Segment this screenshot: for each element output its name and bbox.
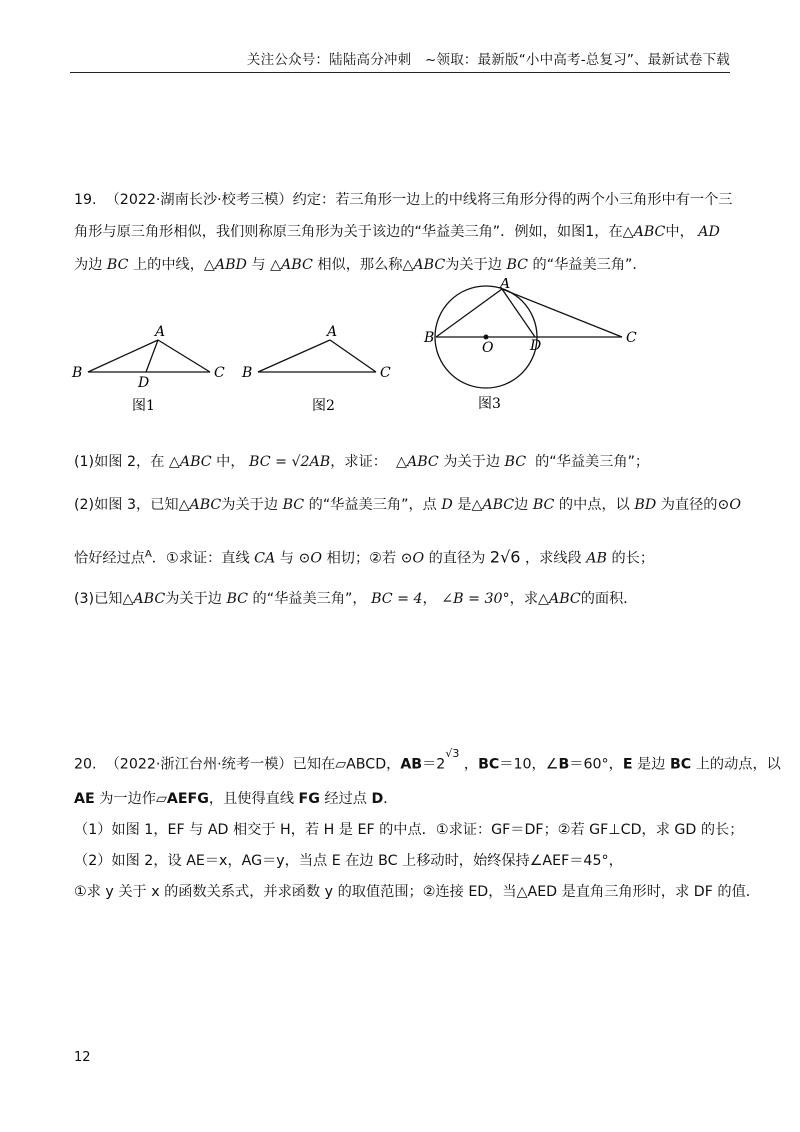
math: AB [400, 756, 423, 773]
text: 经过点 [324, 791, 367, 807]
text: ＝10，∠ [499, 756, 559, 773]
math: E [622, 756, 633, 773]
q20-line-1 [74, 747, 781, 775]
q19-part-2 [74, 495, 742, 515]
label-a: A [327, 324, 338, 340]
text: 恰好经过点 [74, 550, 145, 567]
label-c: C [214, 365, 225, 381]
text: 与 [251, 257, 266, 273]
math: AE [74, 791, 95, 807]
math: △ABC [538, 591, 581, 607]
label-d: D [530, 338, 542, 354]
text: 为关于边 [445, 257, 502, 273]
label-b: B [242, 365, 253, 381]
label-b: B [72, 365, 83, 381]
text: 角形与原三角形相似，我们则称原三角形为关于该边的“华益美三角”．例如，如图1，在 [74, 224, 623, 240]
math: AB [586, 550, 607, 567]
label-b: B [424, 330, 435, 346]
text: 的“华益美三角”． [532, 257, 647, 273]
text: 的“华益美三角”，点 [308, 497, 437, 513]
math: ⊙O [298, 550, 323, 567]
math: BC [669, 756, 692, 773]
math: △ABC [622, 224, 666, 240]
figure-1-caption: 图1 [132, 398, 155, 414]
figure-3 [422, 278, 642, 418]
text: 边 [514, 497, 529, 513]
text: ， [463, 756, 479, 773]
text: ，且使得直线 [208, 791, 295, 807]
math: √3 [445, 747, 460, 760]
math: BC [282, 497, 305, 513]
text: 为关于边 [165, 591, 222, 607]
text: 是边 [637, 756, 666, 773]
math: BC = 4 [371, 591, 423, 607]
math: △ABC [178, 497, 222, 513]
text: 的“华益美三角”， [252, 591, 367, 607]
segment-ab [436, 289, 502, 337]
q19-line-2 [74, 222, 730, 242]
point-a: A [144, 549, 152, 560]
text: ， [422, 591, 437, 607]
math: BC [506, 257, 529, 273]
figure-1 [68, 318, 228, 418]
text: (3)已知 [74, 591, 123, 607]
label-c: C [380, 365, 391, 381]
q19-part-1 [74, 452, 730, 472]
text: 的“华益美三角”； [535, 454, 650, 470]
q20-number: 20. [74, 756, 97, 773]
text: (1)如图 2，在 [74, 454, 165, 470]
q19-source: （2022·湖南长沙·校考三模） [105, 192, 293, 208]
label-d: D [138, 375, 150, 391]
text: 是 [457, 497, 472, 513]
center-point-o [484, 335, 489, 340]
math: BC [478, 756, 500, 773]
segment-ac [330, 340, 376, 372]
q20-part-2-cont: ①求 y 关于 x 的函数关系式，并求函数 y 的取值范围；②连接 ED，当△AED 是直角三角形时，求 DF 的值． [74, 884, 760, 900]
math: BC = √2AB [249, 454, 331, 470]
figure-2 [238, 318, 398, 418]
math: △ABC [168, 454, 212, 470]
text: (2)如图 3，已知 [74, 497, 179, 513]
math: BC [532, 497, 555, 513]
label-o: O [482, 340, 494, 356]
math: ⊙O [400, 550, 425, 567]
text: 的面积． [580, 591, 638, 607]
q20-part-1: （1）如图 1，EF 与 AD 相交于 H，若 H 是 EF 的中点．①求证：GF＝DF；②若 GF⊥CD，求 GD 的长； [74, 822, 744, 838]
page-header: 关注公众号：陆陆高分冲刺 ~领取：最新版“小中高考-总复习”、最新试卷下载 [70, 48, 730, 73]
math: △ABC [396, 454, 439, 470]
text: ，求证： [330, 454, 387, 470]
math: 2√6 [489, 547, 521, 567]
q19-part-2-cont [74, 545, 730, 569]
text: 为关于边 [221, 497, 279, 513]
q20-line-2 [74, 789, 730, 809]
math: AD [698, 224, 720, 240]
q19-line-3 [74, 255, 730, 275]
text: 相似，那么称 [317, 257, 403, 273]
math: △ABD [203, 257, 247, 273]
q19-text: 约定：若三角形一边上的中线将三角形分得的两个小三角形中有一个三 [292, 192, 733, 208]
math: BC [226, 591, 249, 607]
text: 的直径为 [428, 550, 486, 567]
math: BC [106, 257, 129, 273]
math: ⊙O [717, 497, 742, 513]
math: △ABC [122, 591, 166, 607]
text: 上的中线， [132, 257, 204, 273]
q19-part-3 [74, 589, 730, 609]
segment-ac [502, 289, 622, 337]
q20-source: （2022·浙江台州·统考一模） [105, 756, 293, 773]
label-a: A [500, 278, 511, 292]
math: BC [504, 454, 527, 470]
math: △ABC [402, 257, 446, 273]
math: △ABC [471, 497, 515, 513]
label-a: A [155, 324, 166, 340]
text: 的中点，以 [558, 497, 630, 513]
math: FG [298, 791, 320, 807]
label-c: C [626, 330, 637, 346]
page-number: 12 [74, 1050, 91, 1065]
math: △ABC [270, 257, 313, 273]
text: 中， [216, 454, 245, 470]
text: 的长； [611, 550, 655, 567]
text: 为一边作▱ [99, 791, 167, 807]
math: B [558, 756, 570, 773]
text: 与 [279, 550, 294, 567]
math: AEFG [166, 791, 209, 807]
math: BD [634, 497, 657, 513]
segment-ac [158, 340, 210, 372]
segment-ab [258, 340, 330, 372]
text: ，求 [509, 591, 539, 607]
math: ∠B = 30° [441, 591, 510, 607]
text: ．①求证：直线 [151, 550, 250, 567]
text: ，求线段 [524, 550, 582, 567]
text: 相切；②若 [326, 550, 397, 567]
math: CA [254, 550, 276, 567]
text: 为直径的 [660, 497, 718, 513]
figure-2-caption: 图2 [312, 398, 335, 414]
text: ． [383, 791, 398, 807]
text: 已知在▱ABCD， [292, 756, 401, 773]
math: D [441, 497, 453, 513]
math: D [371, 791, 384, 807]
text: 中， [665, 224, 694, 240]
text: 为关于边 [443, 454, 501, 470]
figure-3-caption: 图3 [478, 396, 501, 412]
q19-line-1 [74, 190, 733, 210]
text: 上的动点，以 [695, 756, 781, 773]
q20-part-2: （2）如图 2，设 AE＝x，AG＝y，当点 E 在边 BC 上移动时，始终保持∠AEF＝45°， [74, 853, 623, 869]
q19-number: 19. [74, 192, 97, 208]
text: ＝2 [422, 756, 446, 773]
text: 为边 [74, 257, 103, 273]
text: ＝60°， [569, 756, 623, 773]
